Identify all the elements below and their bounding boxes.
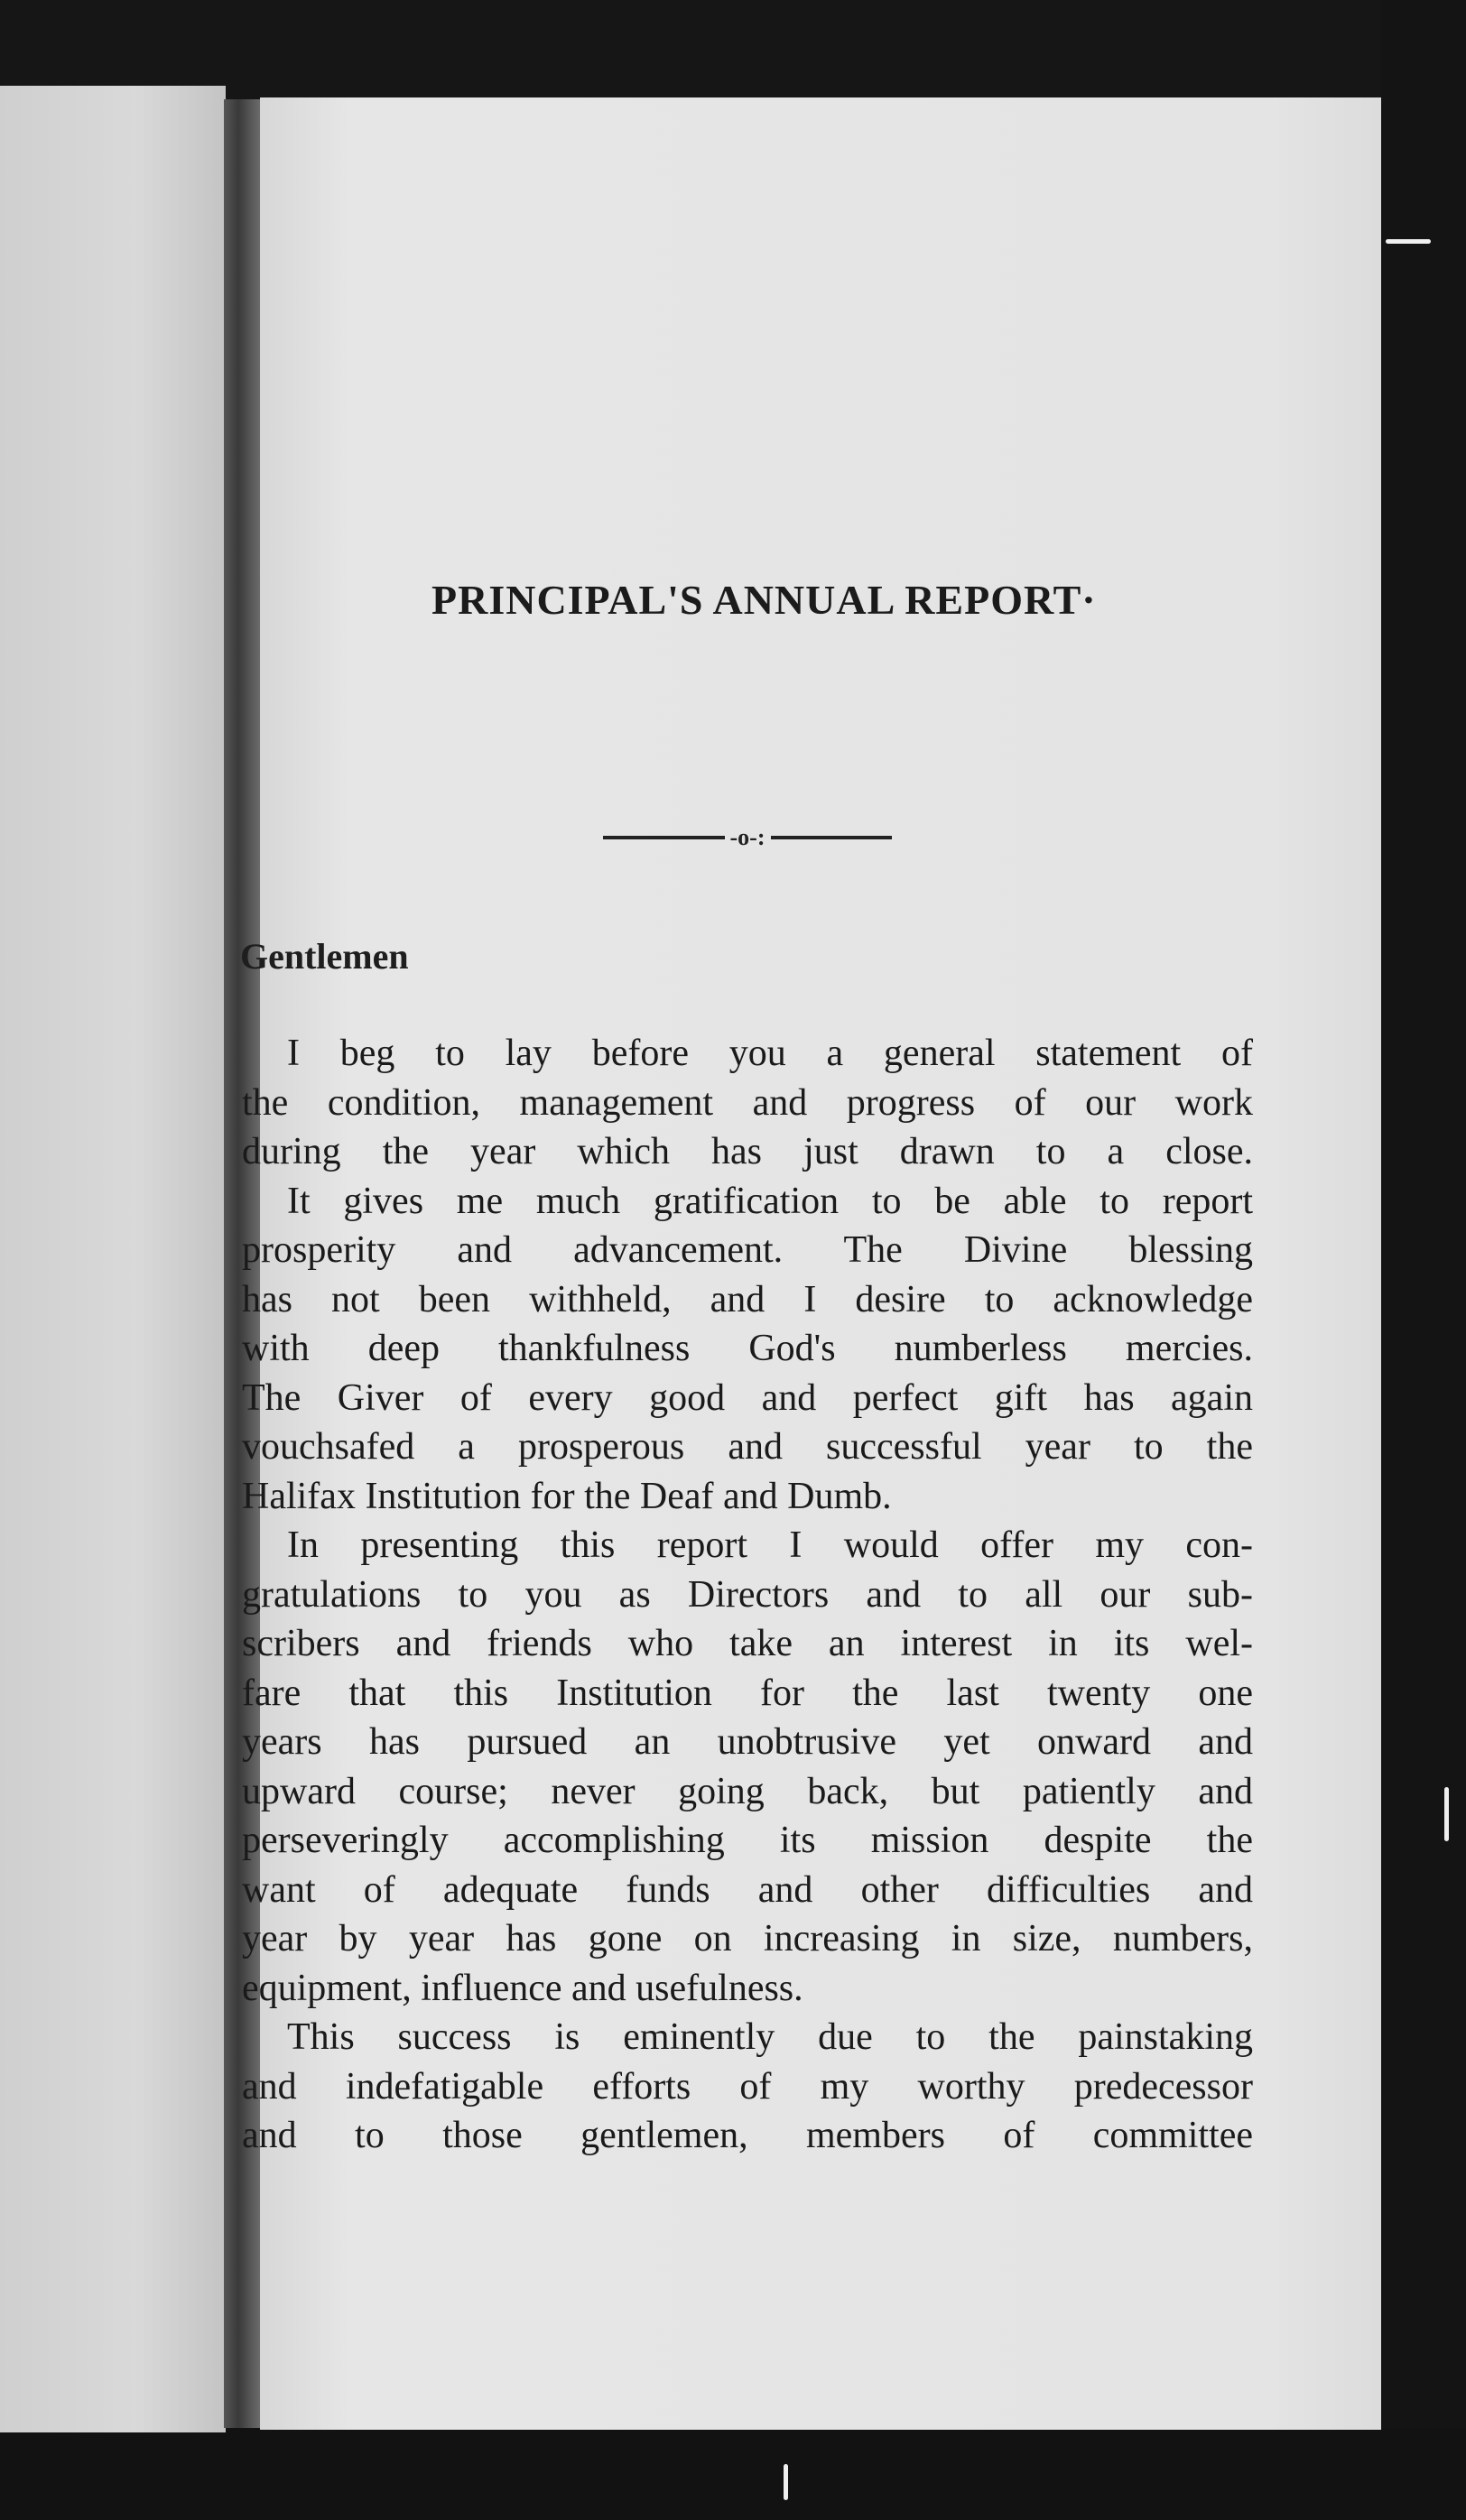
body-line: upward course; never going back, but patiently and xyxy=(242,1770,1253,1812)
body-line: Halifax Institution for the Deaf and Dumb. xyxy=(242,1475,892,1517)
salutation: Gentlemen xyxy=(240,936,409,977)
body-line: vouchsafed a prosperous and successful year to the xyxy=(242,1426,1253,1468)
ornament-line-left xyxy=(603,836,725,839)
body-line: prosperity and advancement. The Divine blessing xyxy=(242,1229,1253,1271)
scan-background-top xyxy=(0,0,1466,99)
body-line: want of adequate funds and other difficulties and xyxy=(242,1868,1253,1911)
body-line: year by year has gone on increasing in size, numbers, xyxy=(242,1918,1253,1959)
body-line: perseveringly accomplishing its mission despite the xyxy=(242,1820,1253,1861)
body-line: This success is eminently due to the painstaking xyxy=(287,2016,1253,2058)
body-line: and to those gentlemen, members of committee xyxy=(242,2115,1253,2156)
body-line: In presenting this report I would offer my con- xyxy=(287,1524,1253,1566)
body-line: the condition, management and progress of our work xyxy=(242,1081,1253,1124)
facing-page-edge xyxy=(0,86,226,2432)
body-line: and indefatigable efforts of my worthy predecessor xyxy=(242,2065,1253,2108)
body-line: The Giver of every good and perfect gift has again xyxy=(242,1376,1253,1419)
body-line: I beg to lay before you a general statement of xyxy=(287,1033,1253,1074)
body-line: gratulations to you as Directors and to all our sub- xyxy=(242,1573,1253,1616)
title-ornament-rule xyxy=(603,824,892,850)
scan-artifact xyxy=(1386,239,1431,244)
body-line: has not been withheld, and I desire to acknowledge xyxy=(242,1278,1253,1320)
report-page xyxy=(240,97,1381,2430)
report-body xyxy=(242,1029,1466,2161)
body-line: equipment, influence and usefulness. xyxy=(242,1967,803,2009)
body-line: with deep thankfulness God's numberless mercies. xyxy=(242,1328,1253,1369)
ornament-mark: -o-: xyxy=(729,824,765,850)
page-title: PRINCIPAL'S ANNUAL REPORT· xyxy=(431,577,1097,623)
body-line: years has pursued an unobtrusive yet onward and xyxy=(242,1721,1253,1763)
scan-artifact xyxy=(1444,1787,1449,1841)
body-line: during the year which has just drawn to a close. xyxy=(242,1131,1253,1172)
ornament-line-right xyxy=(771,836,893,839)
scan-background-bottom xyxy=(0,2428,1466,2520)
scan-artifact xyxy=(784,2464,788,2500)
body-line: scribers and friends who take an interest in its wel- xyxy=(242,1623,1253,1664)
body-line: It gives me much gratification to be able to report xyxy=(287,1180,1253,1222)
body-line: fare that this Institution for the last twenty one xyxy=(242,1672,1253,1714)
